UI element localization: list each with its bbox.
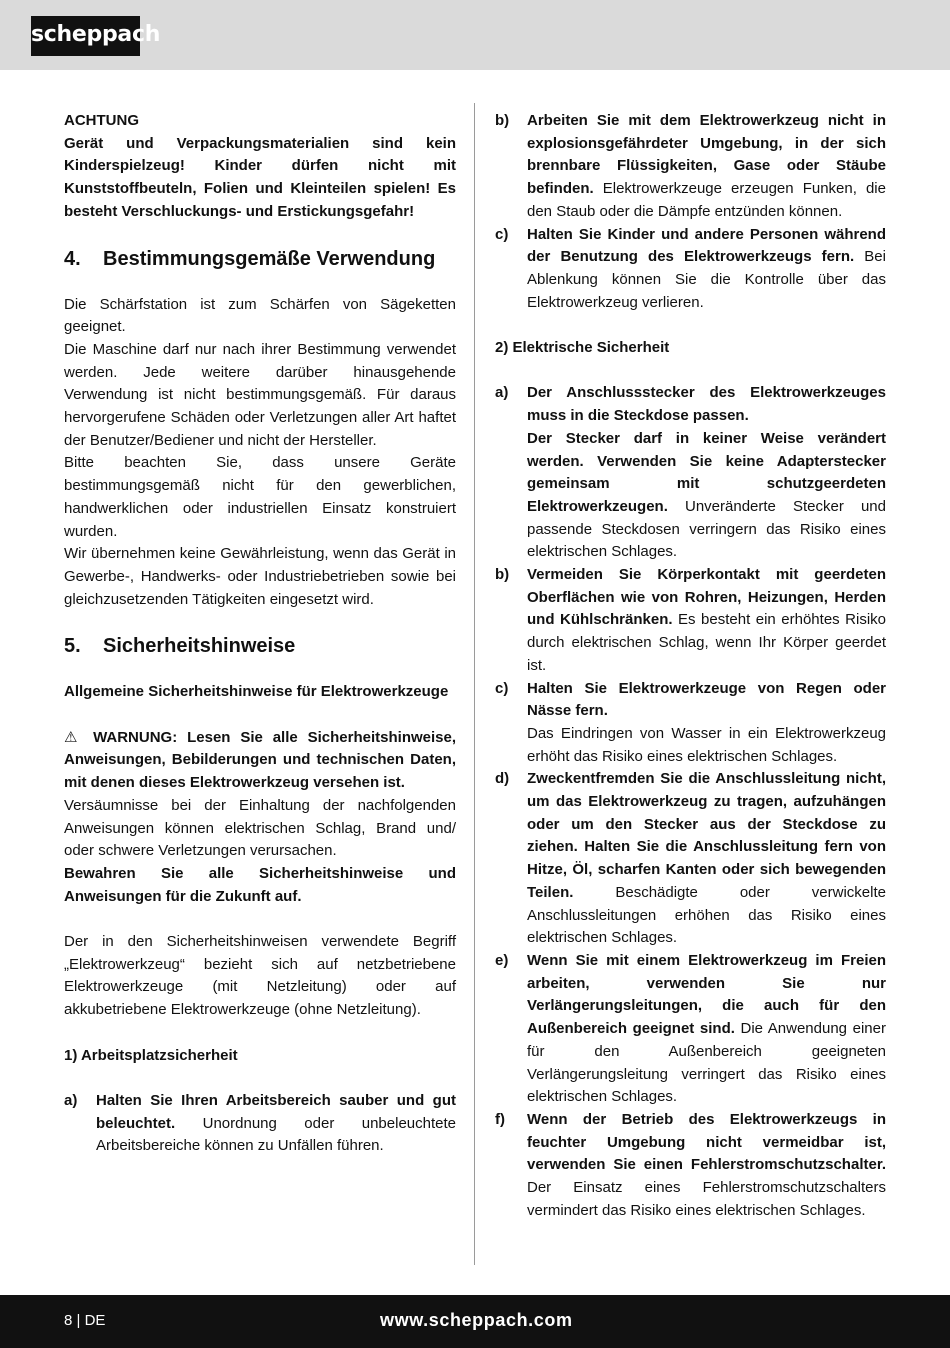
section-4-number: 4. — [64, 247, 81, 270]
warning-bold-text: WARNUNG: Lesen Sie alle Sicherheitshinweise, Anweisungen, Bebilderungen und technischen Daten, mit denen dieses Elektrowerkzeug versehen ist. — [64, 728, 457, 792]
list-item-bold: Halten Sie Kinder und andere Personen während der Benutzung des Elektrowerkzeugs fern. — [527, 225, 886, 266]
list-item — [495, 224, 886, 315]
list-item-label: a) — [495, 384, 509, 402]
list-item-plain: Die Anwendung einer für den Außenbereich geeigneten Verlängerungsleitung verringert das Risiko eines elektrischen Schlages. — [527, 1020, 886, 1106]
workplace-safety-heading: 1) Arbeitsplatzsicherheit — [64, 1046, 238, 1064]
scheppach-logo: scheppach — [31, 16, 140, 56]
website-url: www.scheppach.com — [380, 1310, 573, 1330]
list-item-label: b) — [495, 566, 510, 584]
section-4-paragraph: Die Schärfstation ist zum Schärfen von Sägeketten geeignet. — [64, 295, 456, 336]
list-item-bold: Der Anschlussstecker des Elektrowerkzeuges muss in die Steckdose passen. — [527, 384, 886, 425]
section-4-heading — [64, 246, 456, 272]
warning-text: Versäumnisse bei der Einhaltung der nachfolgenden Anweisungen können elektrischen Schlag, Brand und/ oder schwere Verletzungen verursachen. — [64, 796, 456, 860]
warning-paragraph — [64, 727, 456, 795]
list-item — [495, 950, 886, 1109]
achtung-title: ACHTUNG — [64, 112, 139, 129]
left-column — [64, 110, 456, 1158]
list-item-bold: Zweckentfremden Sie die Anschlussleitung nicht, um das Elektrowerkzeug zu tragen, aufzuhängen oder um den Stecker aus der Steckdose zu ziehen. Halten Sie die Anschlussleitung fern von Hitze, Öl, scharfen Kanten oder sich bewegenden Teilen. — [527, 770, 886, 901]
section-4-paragraph: Wir übernehmen keine Gewährleistung, wenn das Gerät in Gewerbe-, Handwerks- oder Industriebetrieben sowie bei gleichzusetzenden Tätigkeiten eingesetzt wird. — [64, 545, 456, 608]
list-item-plain: Das Eindringen von Wasser in ein Elektrowerkzeug erhöht das Risiko eines elektrischen Schlages. — [527, 724, 886, 765]
list-item-text — [527, 950, 886, 1109]
list-item-label: c) — [495, 225, 509, 243]
list-item-bold: Halten Sie Elektrowerkzeuge von Regen oder Nässe fern. — [527, 679, 886, 720]
list-item — [495, 1109, 886, 1223]
electrical-safety-heading: 2) Elektrische Sicherheit — [495, 339, 670, 357]
list-item-label: c) — [495, 679, 509, 697]
term-definition-text: Der in den Sicherheitshinweisen verwendete Begriff „Elektrowerkzeug“ bezieht sich auf netzbetriebene Elektrowerkzeuge (mit Netzleitung) oder auf akkubetriebene Elektrowerkzeuge (ohne Netzleitung). — [64, 933, 456, 1019]
list-item-bold: Der Stecker darf in keiner Weise verändert werden. Verwenden Sie keine Adapterstecker gemeinsam mit schutzgeerdeten Elektrowerkzeugen. — [527, 429, 886, 515]
list-item-bold: Wenn der Betrieb des Elektrowerkzeugs in feuchter Umgebung nicht vermeidbar ist, verwenden Sie einen Fehlerstromschutzschalter. — [527, 1110, 886, 1174]
list-item — [495, 768, 886, 950]
right-column — [495, 110, 886, 1222]
general-safety-heading: Allgemeine Sicherheitshinweise für Elektrowerkzeuge — [64, 683, 449, 701]
list-item-text — [527, 564, 886, 678]
list-item — [495, 564, 886, 678]
list-item-plain: Elektrowerkzeuge erzeugen Funken, die den Staub oder die Dämpfe entzünden können. — [527, 180, 886, 220]
achtung-text: Gerät und Verpackungsmaterialien sind kein Kinderspielzeug! Kinder dürfen nicht mit Kunststoffbeuteln, Folien und Kleinteilen spielen! Es besteht Verschluckungs- und Erstickungsgefahr! — [64, 134, 456, 220]
list-item — [495, 110, 886, 224]
list-item-plain: Es besteht ein erhöhtes Risiko durch elektrischen Schlag, wenn Ihr Körper geerdet ist. — [527, 611, 887, 674]
list-item-text — [96, 1090, 456, 1158]
list-item-label: b) — [495, 112, 510, 129]
list-item-label: f) — [495, 1110, 505, 1128]
list-item — [495, 382, 886, 564]
list-item-text — [527, 110, 886, 224]
column-divider — [474, 103, 475, 1265]
list-item-label: e) — [495, 951, 509, 969]
list-item-text — [527, 768, 886, 950]
section-5-heading — [64, 633, 456, 659]
list-item-plain: Unordnung oder unbeleuchtete Arbeitsbereiche können zu Unfällen führen. — [96, 1114, 456, 1155]
list-item-text — [527, 382, 886, 564]
list-item-label: d) — [495, 770, 510, 788]
list-item-text — [527, 678, 886, 769]
list-item-plain: Beschädigte oder verwickelte Anschlussleitungen erhöhen das Risiko eines elektrischen Schlages. — [527, 883, 886, 947]
keep-instructions-text: Bewahren Sie alle Sicherheitshinweise und Anweisungen für die Zukunft auf. — [64, 864, 456, 905]
list-item-text — [527, 224, 886, 315]
list-item-plain: Der Einsatz eines Fehlerstromschutzschalters vermindert das Risiko eines elektrischen Schlages. — [527, 1179, 886, 1219]
section-4-paragraph: Bitte beachten Sie, dass unsere Geräte bestimmungsgemäß nicht für den gewerblichen, handwerklichen oder industriellen Einsatz konstruiert wurden. — [64, 454, 456, 540]
list-item — [64, 1090, 456, 1158]
page-number: 8 | DE — [64, 1312, 106, 1329]
page-footer — [0, 1295, 950, 1348]
section-5-title: Sicherheitshinweise — [103, 635, 296, 658]
section-5-number: 5. — [64, 635, 81, 658]
section-4-title: Bestimmungsgemäße Verwendung — [103, 247, 436, 270]
list-item-label: a) — [64, 1091, 78, 1109]
list-item-text — [527, 1109, 886, 1223]
warning-triangle-icon: ⚠ — [64, 728, 84, 746]
list-item-bold: Vermeiden Sie Körperkontakt mit geerdeten Oberflächen wie von Rohren, Heizungen, Herden und Kühlschränken. — [527, 566, 886, 629]
list-item-bold: Arbeiten Sie mit dem Elektrowerkzeug nicht in explosionsgefährdeter Umgebung, in der sich brennbare Flüssigkeiten, Gase oder Stäube befinden. — [527, 112, 886, 198]
list-item-plain: Unveränderte Stecker und passende Steckdosen verringern das Risiko eines elektrischen Schlages. — [527, 497, 886, 561]
list-item-plain: Bei Ablenkung können Sie die Kontrolle über das Elektrowerkzeug verlieren. — [527, 248, 886, 311]
list-item — [495, 678, 886, 769]
page-header — [0, 0, 950, 70]
section-4-paragraph: Die Maschine darf nur nach ihrer Bestimmung verwendet werden. Jede weitere darüber hinausgehende Verwendung ist nicht bestimmungsgemäß. Für daraus hervorgerufene Schäden oder Verletzungen aller Art haftet der Benutzer/Bediener und nicht der Hersteller. — [64, 340, 456, 449]
list-item-bold: Wenn Sie mit einem Elektrowerkzeug im Freien arbeiten, verwenden Sie nur Verlängerungsleitungen, die auch für den Außenbereich geeignet sind. — [527, 951, 886, 1038]
list-item-bold: Halten Sie Ihren Arbeitsbereich sauber und gut beleuchtet. — [96, 1091, 456, 1132]
